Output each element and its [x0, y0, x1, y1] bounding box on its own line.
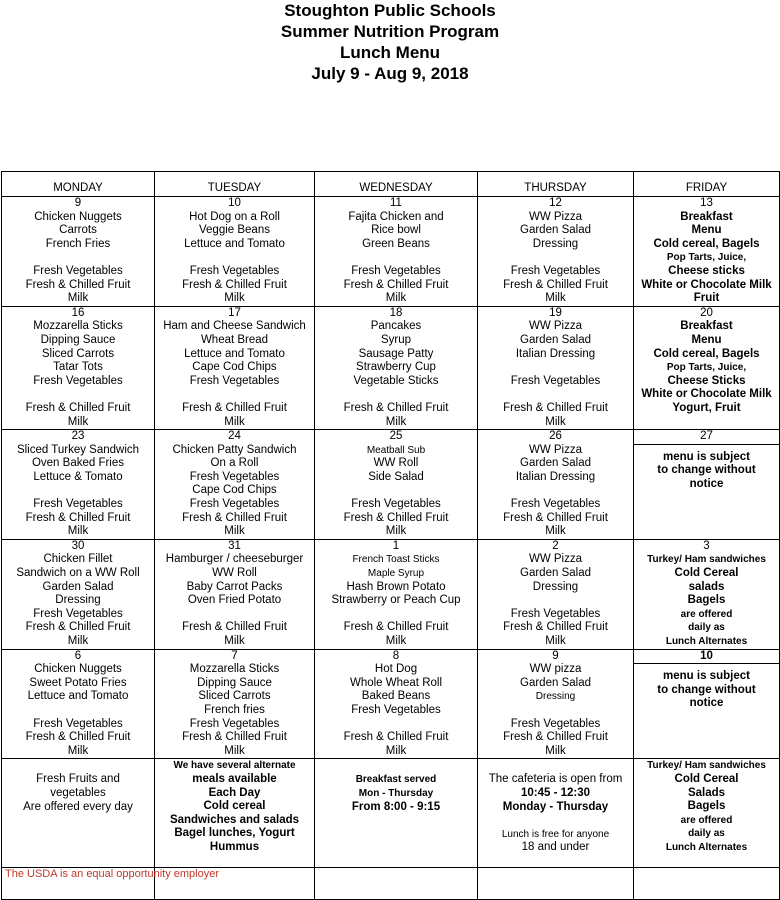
menu-cell-thursday: [478, 197, 634, 307]
day-number: 26: [549, 430, 562, 443]
menu-item: menu is subject: [663, 670, 750, 683]
menu-item: [315, 484, 477, 498]
menu-cell-friday: [634, 649, 780, 759]
menu-item: Milk: [67, 635, 89, 647]
menu-item: to change without: [657, 464, 756, 477]
menu-item: Pancakes: [370, 320, 422, 333]
menu-item: Dressing: [532, 580, 579, 593]
day-number: 23: [71, 430, 85, 443]
menu-item: White or Chocolate Milk: [641, 388, 772, 401]
note-line: Hummus: [209, 840, 260, 853]
menu-item: Chicken Nuggets: [34, 210, 122, 223]
menu-cell-wednesday: [315, 306, 478, 429]
menu-item: Fresh Vegetables: [33, 374, 123, 387]
menu-item: Sliced Carrots: [198, 690, 271, 703]
day-number: 9: [552, 649, 559, 662]
menu-item: Fajita Chicken and: [348, 210, 444, 223]
menu-item: [315, 608, 477, 622]
day-number: 13: [700, 197, 713, 209]
menu-item: Garden Salad: [520, 224, 591, 237]
menu-item: [155, 388, 314, 402]
note-line: [478, 814, 633, 828]
menu-item: [155, 608, 314, 622]
note-line: Bagel lunches, Yogurt: [174, 827, 295, 840]
note-line: Lunch is free for anyone: [501, 828, 610, 840]
menu-item: Rice bowl: [371, 224, 421, 237]
menu-item: Menu: [691, 224, 722, 237]
menu-item: Cold Cereal: [674, 567, 739, 580]
menu-item: Syrup: [380, 333, 412, 346]
weekday-header: MONDAY: [2, 172, 155, 197]
menu-item: Hash Brown Potato: [346, 580, 446, 593]
menu-item: [478, 361, 633, 375]
menu-item: Milk: [67, 744, 89, 757]
note-cell-thursday: [478, 759, 634, 868]
menu-item: Fresh & Chilled Fruit: [182, 511, 287, 524]
menu-item: French fries: [204, 703, 265, 716]
menu-cell-wednesday: [315, 649, 478, 759]
menu-item: Mozzarella Sticks: [189, 663, 280, 676]
menu-item: Garden Salad: [520, 457, 591, 470]
menu-item: [2, 251, 154, 265]
menu-item: Pop Tarts, Juice,: [666, 362, 747, 374]
menu-item: Fresh & Chilled Fruit: [503, 511, 608, 524]
menu-item: Wheat Bread: [200, 333, 269, 346]
menu-cell-tuesday: [155, 649, 315, 759]
note-line: Cold cereal: [203, 800, 266, 813]
menu-item: Fresh & Chilled Fruit: [503, 731, 608, 744]
menu-item: Milk: [385, 292, 407, 305]
day-number: 9: [74, 197, 82, 209]
menu-item: Sliced Carrots: [41, 347, 115, 360]
menu-item: salads: [688, 580, 725, 593]
menu-item: Fresh & Chilled Fruit: [25, 621, 131, 634]
day-number: 10: [634, 650, 779, 665]
menu-item: Italian Dressing: [515, 347, 596, 360]
menu-item: Fresh & Chilled Fruit: [503, 621, 608, 634]
menu-item: Oven Fried Potato: [187, 594, 282, 607]
menu-cell-monday: [2, 649, 155, 759]
menu-item: Italian Dressing: [515, 470, 596, 483]
menu-item: Sandwich on a WW Roll: [16, 567, 140, 580]
menu-item: Vegetable Sticks: [353, 374, 439, 387]
menu-item: Lettuce & Tomato: [33, 470, 123, 483]
menu-item: WW pizza: [529, 663, 582, 676]
footer-cell: [478, 868, 634, 900]
note-line: From 8:00 - 9:15: [351, 800, 441, 813]
menu-item: Garden Salad: [520, 567, 591, 580]
menu-item: [478, 704, 633, 718]
menu-item: Milk: [67, 525, 89, 538]
menu-item: Fresh & Chilled Fruit: [25, 731, 131, 744]
note-line: Fresh Fruits and: [36, 773, 120, 786]
menu-item: Fresh Vegetables: [510, 264, 601, 277]
menu-item: Fresh Vegetables: [351, 264, 441, 277]
menu-cell-friday: [634, 197, 780, 307]
day-number: 30: [71, 539, 85, 552]
note-line: Are offered every day: [23, 800, 133, 813]
note-line: Lunch Alternates: [665, 841, 748, 853]
menu-item: [2, 484, 154, 498]
menu-item: Garden Salad: [42, 580, 114, 593]
week-row: [2, 539, 780, 649]
menu-item: Lunch Alternates: [665, 636, 748, 647]
day-number: 18: [389, 306, 403, 319]
menu-item: Yogurt, Fruit: [672, 401, 741, 414]
day-number: 3: [703, 539, 710, 552]
note-line: Sandwiches and salads: [169, 813, 300, 826]
menu-item: Milk: [545, 292, 566, 305]
menu-item: Fresh & Chilled Fruit: [25, 401, 131, 414]
lunch-menu-table: [1, 171, 780, 900]
menu-item: Lettuce and Tomato: [184, 237, 285, 250]
menu-cell-friday: [634, 430, 780, 540]
menu-item: Cold cereal, Bagels: [653, 237, 760, 250]
menu-item: Fresh Vegetables: [189, 264, 280, 277]
menu-item: WW Roll: [212, 567, 257, 580]
day-number: 17: [228, 306, 241, 319]
note-line: Each Day: [208, 786, 261, 799]
menu-item: Fresh & Chilled Fruit: [343, 621, 449, 634]
menu-item: Fresh & Chilled Fruit: [182, 621, 287, 634]
day-number: 7: [231, 649, 238, 662]
menu-item: Fresh & Chilled Fruit: [343, 401, 449, 414]
menu-item: Milk: [385, 744, 407, 757]
menu-item: Fresh Vegetables: [510, 717, 601, 730]
menu-item: [315, 388, 477, 402]
menu-item: WW Roll: [373, 457, 419, 470]
menu-header: [0, 0, 780, 84]
note-line: 10:45 - 12:30: [520, 786, 591, 799]
menu-item: Fresh Vegetables: [33, 717, 123, 730]
menu-item: Milk: [545, 525, 566, 538]
menu-cell-monday: [2, 539, 155, 649]
weekday-header: WEDNESDAY: [315, 172, 478, 197]
weekday-header: THURSDAY: [478, 172, 634, 197]
menu-item: Fresh Vegetables: [510, 374, 601, 387]
day-number: 11: [390, 197, 402, 209]
note-line: are offered: [680, 814, 733, 826]
menu-item: White or Chocolate Milk: [641, 278, 772, 291]
menu-item: Chicken Fillet: [43, 553, 113, 566]
weekday-header-row: [2, 172, 780, 197]
menu-item: [2, 704, 154, 718]
menu-item: Side Salad: [368, 470, 424, 483]
menu-item: WW Pizza: [528, 320, 583, 333]
week-row: [2, 430, 780, 540]
menu-item: Menu: [691, 333, 722, 346]
menu-item: French Toast Sticks: [352, 554, 440, 566]
menu-item: Lettuce and Tomato: [184, 347, 285, 360]
menu-item: Green Beans: [362, 237, 430, 250]
note-line: vegetables: [50, 786, 106, 799]
menu-item: Milk: [224, 744, 245, 757]
menu-item: Fresh Vegetables: [33, 498, 123, 511]
note-cell-monday: [2, 759, 155, 868]
menu-item: Dressing: [532, 237, 579, 250]
menu-item: Veggie Beans: [199, 224, 270, 237]
menu-item: Cold cereal, Bagels: [653, 347, 760, 360]
menu-cell-monday: [2, 430, 155, 540]
menu-item: Maple Syrup: [367, 568, 425, 580]
menu-item: Dressing: [535, 691, 576, 703]
menu-cell-monday: [2, 306, 155, 429]
menu-item: Milk: [545, 415, 566, 428]
menu-item: Fresh & Chilled Fruit: [25, 511, 131, 524]
menu-item: Fruit: [693, 292, 720, 305]
note-line: 18 and under: [521, 841, 590, 854]
menu-item: Fresh & Chilled Fruit: [343, 731, 449, 744]
note-line: We have several alternate: [173, 760, 296, 772]
day-number: 20: [700, 306, 713, 319]
day-number: 6: [74, 649, 82, 662]
day-number: 12: [549, 197, 562, 209]
note-line: Breakfast served: [355, 774, 437, 786]
weekday-header: FRIDAY: [634, 172, 780, 197]
menu-item: Sliced Turkey Sandwich: [16, 443, 140, 456]
menu-item: Fresh Vegetables: [33, 264, 123, 277]
menu-item: to change without: [657, 683, 756, 696]
menu-item: Turkey/ Ham sandwiches: [647, 554, 766, 566]
note-line: Monday - Thursday: [502, 800, 609, 813]
menu-item: [478, 388, 633, 402]
menu-item: Fresh Vegetables: [189, 717, 280, 730]
menu-item: Ham and Cheese Sandwich: [163, 320, 306, 333]
menu-item: [478, 594, 633, 608]
menu-item: Fresh & Chilled Fruit: [182, 731, 287, 744]
menu-item: Dipping Sauce: [40, 333, 116, 346]
usda-statement: The USDA is an equal opportunity employer: [5, 868, 220, 881]
menu-item: Milk: [224, 415, 245, 428]
menu-item: Fresh Vegetables: [351, 498, 441, 511]
menu-item: WW Pizza: [528, 210, 583, 223]
menu-item: Fresh & Chilled Fruit: [25, 278, 131, 291]
day-number: 8: [392, 649, 400, 662]
menu-item: Milk: [224, 635, 245, 647]
note-cell-wednesday: [315, 759, 478, 868]
menu-item: menu is subject: [663, 450, 750, 463]
menu-item: Milk: [385, 525, 407, 538]
menu-item: [315, 251, 477, 265]
menu-item: notice: [689, 477, 724, 490]
menu-cell-friday: [634, 306, 780, 429]
menu-item: Baked Beans: [361, 690, 431, 703]
menu-item: Bagels: [687, 594, 726, 607]
menu-item: On a Roll: [210, 457, 259, 470]
menu-item: Breakfast: [680, 210, 733, 223]
day-number: 2: [552, 539, 559, 552]
menu-item: Milk: [545, 744, 566, 757]
day-number: 24: [228, 430, 241, 443]
menu-item: [2, 388, 154, 402]
day-number: 31: [228, 539, 241, 552]
menu-item: Fresh Vegetables: [351, 703, 441, 716]
day-number: 1: [392, 539, 400, 552]
menu-item: Chicken Patty Sandwich: [172, 443, 297, 456]
menu-item: daily as: [688, 622, 725, 634]
menu-item: Fresh Vegetables: [510, 498, 601, 511]
menu-item: Milk: [67, 292, 89, 305]
footer-row: [2, 868, 780, 900]
note-cell-friday: [634, 759, 780, 868]
menu-item: [478, 484, 633, 498]
menu-item: Strawberry or Peach Cup: [331, 594, 461, 607]
note-line: The cafeteria is open from: [488, 773, 623, 786]
menu-item: Whole Wheat Roll: [349, 676, 443, 689]
note-line: Mon - Thursday: [358, 787, 434, 799]
note-line: Bagels: [687, 800, 726, 813]
menu-item: Fresh Vegetables: [510, 607, 601, 620]
program-name: Summer Nutrition Program: [280, 22, 500, 41]
menu-item: Meatball Sub: [366, 444, 426, 456]
school-name: Stoughton Public Schools: [284, 1, 496, 20]
menu-item: Fresh Vegetables: [33, 607, 123, 620]
menu-item: Sausage Patty: [358, 347, 434, 360]
note-cell-tuesday: [155, 759, 315, 868]
footer-cell: [634, 868, 780, 900]
menu-item: Fresh & Chilled Fruit: [343, 511, 449, 524]
menu-item: Cape Cod Chips: [192, 361, 277, 374]
menu-item: Cape Cod Chips: [192, 484, 277, 497]
menu-item: are offered: [680, 608, 733, 620]
menu-item: Oven Baked Fries: [31, 457, 125, 470]
menu-cell-thursday: [478, 539, 634, 649]
menu-cell-wednesday: [315, 539, 478, 649]
week-row: [2, 306, 780, 429]
menu-cell-tuesday: [155, 430, 315, 540]
menu-item: Chicken Nuggets: [34, 663, 122, 676]
day-number: 19: [549, 306, 562, 319]
menu-cell-thursday: [478, 306, 634, 429]
day-number: 10: [228, 197, 241, 209]
menu-cell-wednesday: [315, 430, 478, 540]
menu-item: [478, 251, 633, 265]
menu-item: Mozzarella Sticks: [33, 320, 123, 333]
menu-item: Fresh & Chilled Fruit: [182, 401, 287, 414]
menu-item: Baby Carrot Packs: [186, 580, 283, 593]
menu-item: Fresh & Chilled Fruit: [182, 278, 287, 291]
menu-item: Strawberry Cup: [356, 361, 436, 374]
menu-item: [155, 251, 314, 265]
menu-item: Fresh & Chilled Fruit: [503, 278, 608, 291]
menu-item: Dressing: [55, 594, 101, 607]
note-line: Salads: [687, 786, 726, 799]
menu-cell-monday: [2, 197, 155, 307]
menu-item: Fresh & Chilled Fruit: [503, 401, 608, 414]
day-number: 25: [389, 430, 403, 443]
menu-item: Hot Dog: [374, 663, 418, 676]
menu-item: Milk: [385, 415, 407, 428]
menu-cell-tuesday: [155, 197, 315, 307]
menu-item: Cheese Sticks: [667, 374, 746, 387]
menu-item: Milk: [385, 635, 407, 647]
menu-item: Dipping Sauce: [197, 676, 272, 689]
day-number: 16: [71, 306, 85, 319]
weekday-header: TUESDAY: [155, 172, 315, 197]
footer-cell: [2, 868, 220, 900]
footer-cell: [315, 868, 478, 900]
menu-cell-thursday: [478, 430, 634, 540]
date-range: July 9 - Aug 9, 2018: [311, 64, 469, 83]
menu-item: Milk: [545, 635, 566, 647]
menu-item: Hamburger / cheeseburger: [165, 553, 304, 566]
menu-item: WW Pizza: [528, 553, 583, 566]
menu-cell-wednesday: [315, 197, 478, 307]
note-line: Cold Cereal: [674, 772, 739, 785]
menu-title: Lunch Menu: [339, 43, 441, 62]
menu-item: Breakfast: [680, 320, 733, 333]
menu-cell-thursday: [478, 649, 634, 759]
menu-item: Milk: [224, 292, 245, 305]
notes-row: [2, 759, 780, 868]
menu-item: Carrots: [59, 224, 97, 237]
menu-item: Garden Salad: [520, 333, 591, 346]
menu-item: Pop Tarts, Juice,: [666, 252, 747, 264]
menu-item: Cheese sticks: [668, 264, 745, 277]
menu-item: notice: [689, 697, 724, 710]
menu-cell-friday: [634, 539, 780, 649]
menu-item: Fresh Vegetables: [189, 374, 280, 387]
week-row: [2, 649, 780, 759]
note-line: Turkey/ Ham sandwiches: [647, 760, 766, 772]
menu-item: Milk: [67, 415, 89, 428]
menu-item: Fresh Vegetables: [189, 498, 280, 511]
day-number: 27: [634, 430, 779, 445]
menu-cell-tuesday: [155, 306, 315, 429]
menu-item: Lettuce and Tomato: [27, 690, 129, 703]
menu-item: Fresh Vegetables: [189, 470, 280, 483]
menu-item: WW Pizza: [528, 443, 583, 456]
week-row: [2, 197, 780, 307]
menu-item: Sweet Potato Fries: [29, 676, 127, 689]
note-line: daily as: [688, 828, 725, 840]
menu-item: Tatar Tots: [53, 361, 103, 374]
note-line: meals available: [192, 772, 277, 785]
menu-item: French Fries: [45, 237, 111, 250]
menu-cell-tuesday: [155, 539, 315, 649]
menu-item: Milk: [224, 525, 245, 538]
menu-item: Hot Dog on a Roll: [189, 210, 280, 223]
menu-item: Fresh & Chilled Fruit: [343, 278, 449, 291]
menu-item: Garden Salad: [520, 676, 591, 689]
menu-item: [315, 718, 477, 732]
